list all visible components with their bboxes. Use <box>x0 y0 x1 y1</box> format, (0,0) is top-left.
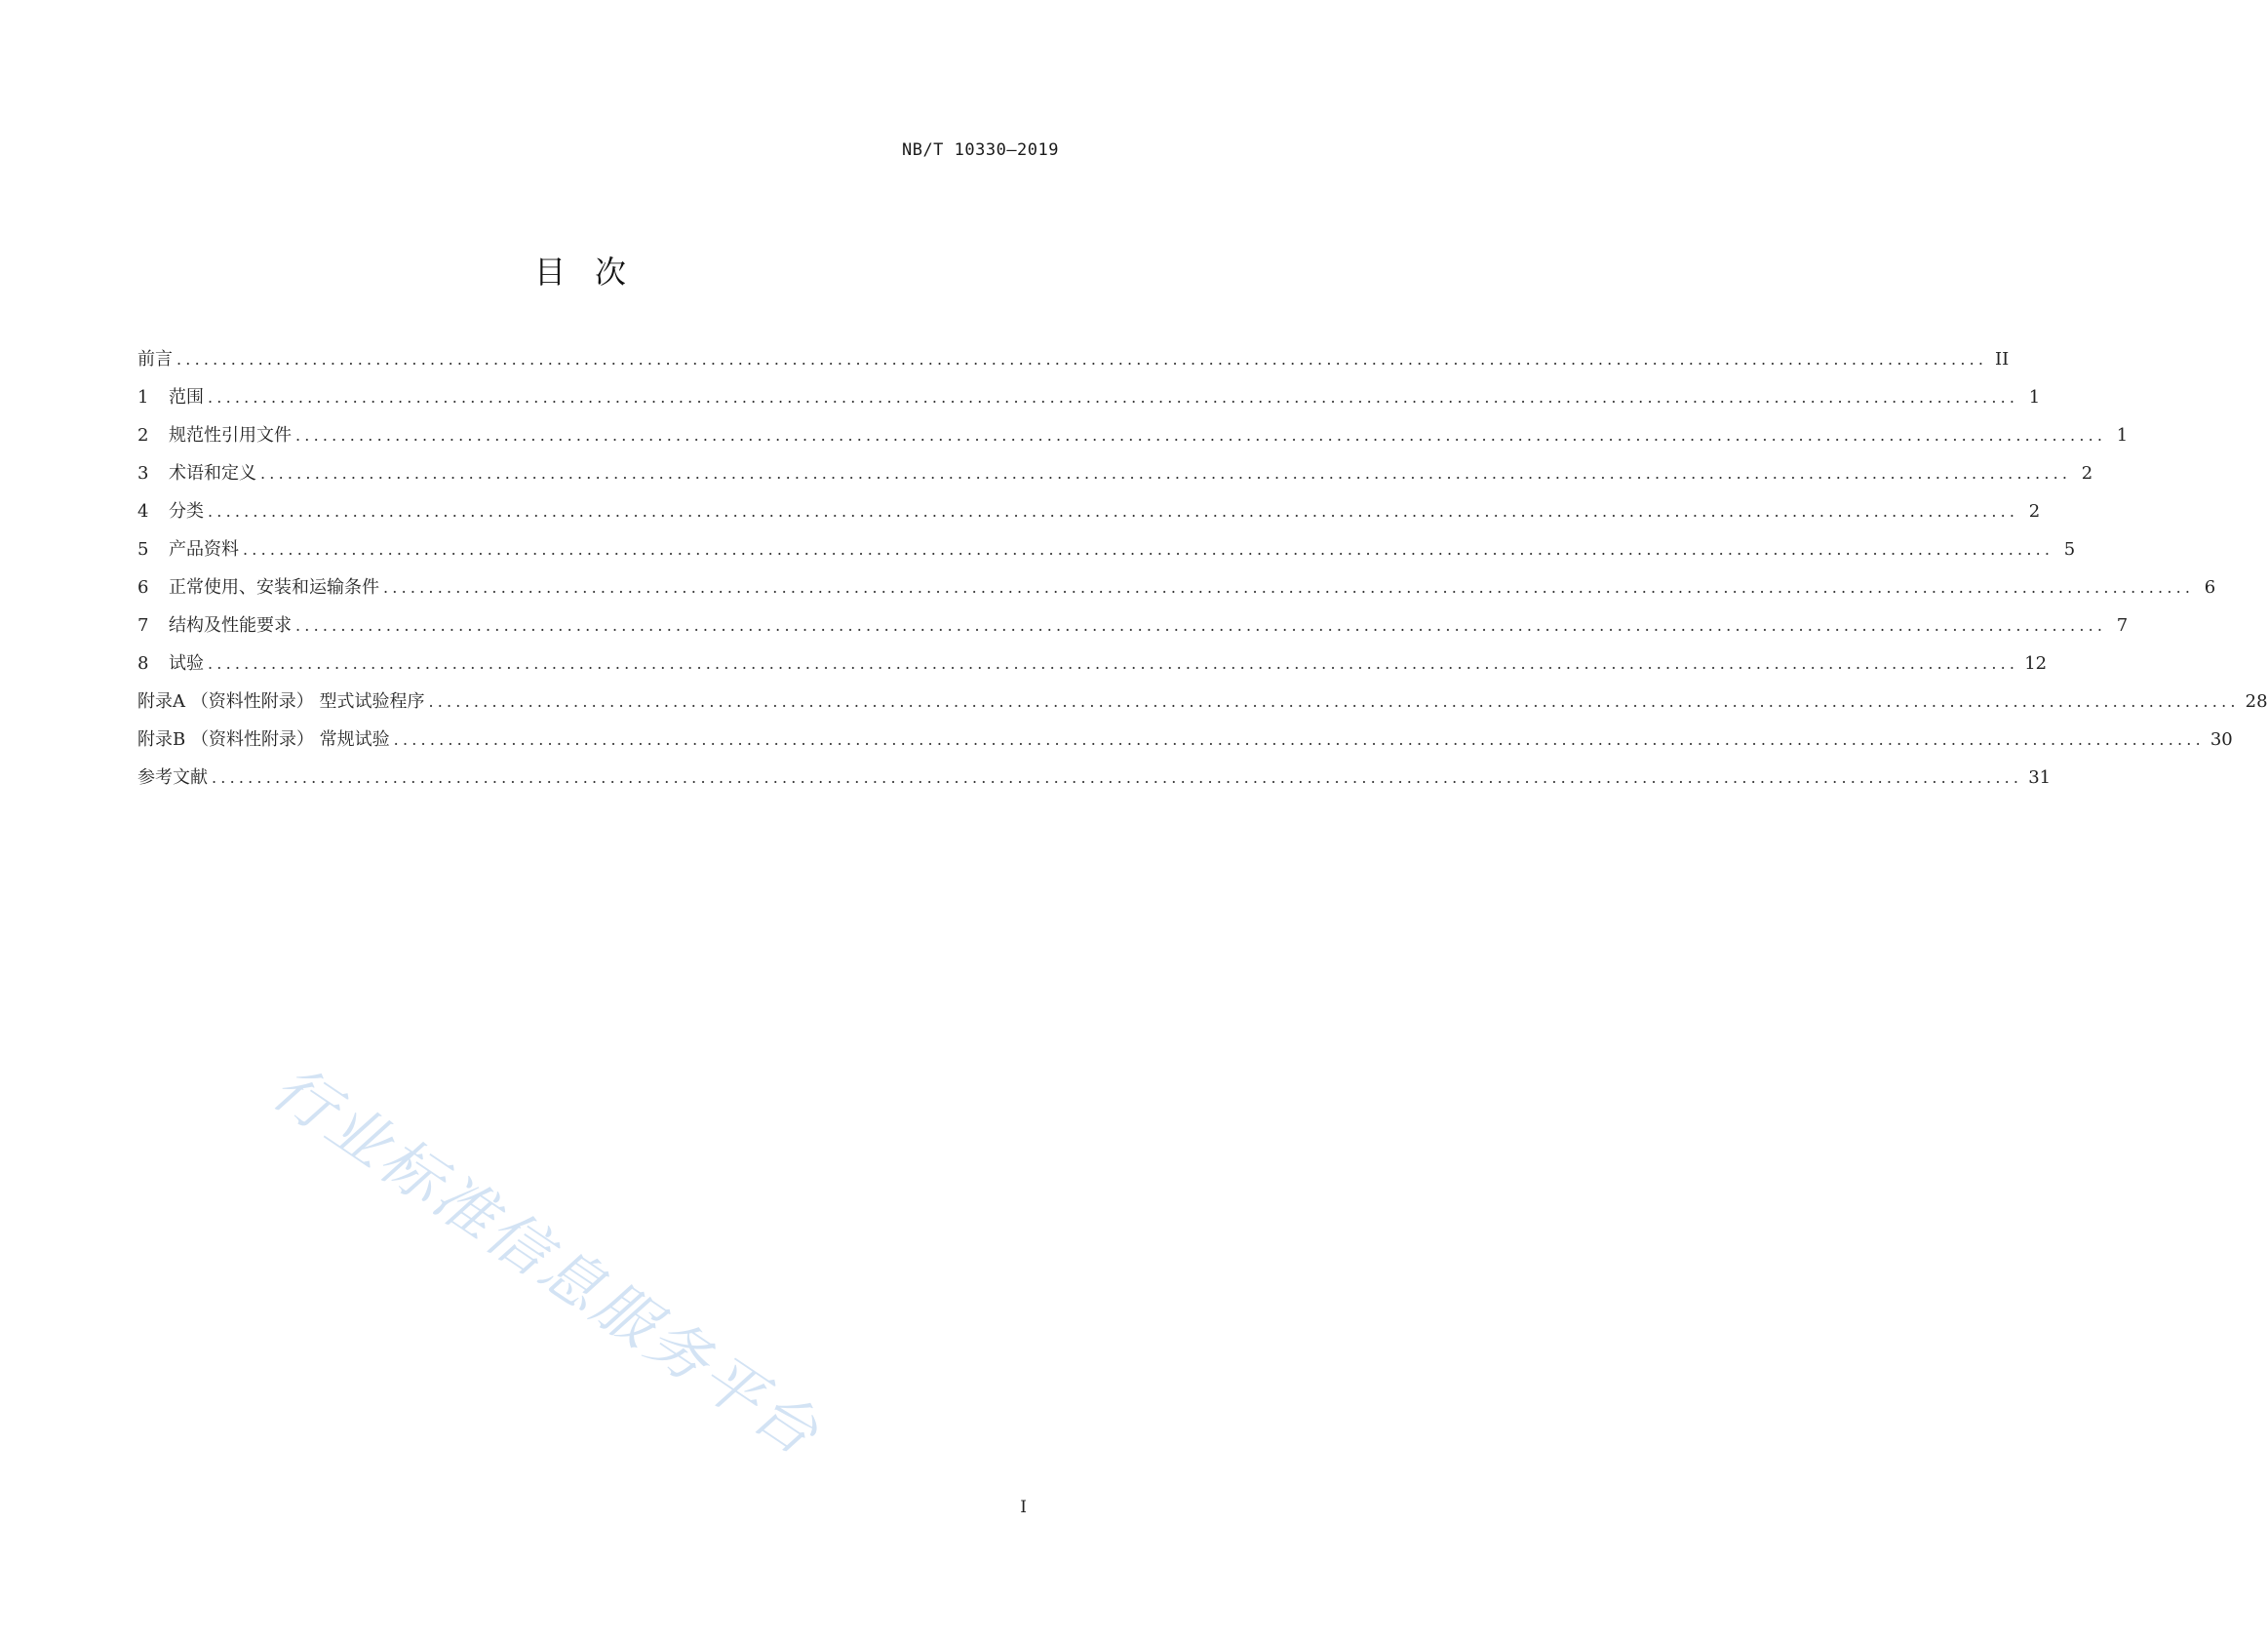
toc-item-page: II <box>1994 349 2010 370</box>
toc-item-number: 3 <box>137 463 149 484</box>
dot-leader: ........................................................................................................................................................................................................ <box>243 540 2054 559</box>
toc-item-page: 31 <box>2028 767 2052 788</box>
toc-item-page: 2 <box>2081 463 2093 484</box>
toc-item-page: 30 <box>2209 729 2233 750</box>
toc-item-page: 6 <box>2204 577 2216 598</box>
toc-item-bibliography[interactable] <box>137 763 2052 801</box>
toc-item-page: 5 <box>2063 539 2076 560</box>
toc-item-page: 1 <box>2116 425 2129 446</box>
toc-item-page: 7 <box>2116 615 2129 636</box>
toc-item-label: 分类 <box>169 501 204 522</box>
toc-item-label: 附录B （资料性附录） 常规试验 <box>137 729 390 750</box>
toc-item-label: 范围 <box>169 387 204 408</box>
document-code: NB/T 10330—2019 <box>901 140 1059 160</box>
dot-leader: ........................................................................................................................................................................................................ <box>393 730 2205 749</box>
toc-item-label: 术语和定义 <box>169 463 256 484</box>
toc-item-scope[interactable] <box>137 383 2041 421</box>
toc-item-label: 产品资料 <box>169 539 239 560</box>
toc-item-page: 2 <box>2028 501 2041 522</box>
toc-item-service-conditions[interactable] <box>137 573 2216 611</box>
dot-leader: ........................................................................................................................................................................................................ <box>208 502 2019 521</box>
toc-item-foreword[interactable] <box>137 345 2010 383</box>
toc-item-terms-definitions[interactable] <box>137 459 2093 497</box>
dot-leader: ........................................................................................................................................................................................................ <box>208 654 2019 673</box>
table-of-contents <box>137 345 2268 801</box>
toc-item-number: 7 <box>137 615 149 636</box>
dot-leader: ........................................................................................................................................................................................................ <box>383 578 2195 597</box>
toc-item-label: 规范性引用文件 <box>169 425 292 446</box>
toc-item-label: 前言 <box>137 349 173 370</box>
toc-item-page: 12 <box>2024 653 2048 674</box>
toc-item-number: 5 <box>137 539 149 560</box>
toc-item-label: 参考文献 <box>137 767 208 788</box>
toc-item-label: 试验 <box>169 653 204 674</box>
page-number: I <box>1020 1498 1027 1517</box>
dot-leader: ........................................................................................................................................................................................................ <box>208 388 2019 407</box>
toc-item-label: 结构及性能要求 <box>169 615 292 636</box>
toc-item-number: 1 <box>137 387 149 408</box>
page-title: 目次 <box>533 254 655 291</box>
toc-item-label: 附录A （资料性附录） 型式试验程序 <box>137 691 425 712</box>
toc-item-product-information[interactable] <box>137 535 2076 573</box>
toc-item-structure-performance[interactable] <box>137 611 2129 649</box>
toc-item-classification[interactable] <box>137 497 2041 535</box>
toc-item-appendix-b[interactable] <box>137 725 2233 763</box>
toc-item-page: 28 <box>2245 691 2268 712</box>
dot-leader: ........................................................................................................................................................................................................ <box>295 426 2107 445</box>
watermark: 行业标准信息服务平台 <box>259 1051 834 1470</box>
dot-leader: ........................................................................................................................................................................................................ <box>295 616 2107 635</box>
toc-item-number: 8 <box>137 653 149 674</box>
toc-item-number: 6 <box>137 577 149 598</box>
toc-item-label: 正常使用、安装和运输条件 <box>169 577 379 598</box>
toc-item-number: 4 <box>137 501 149 522</box>
dot-leader: ........................................................................................................................................................................................................ <box>260 464 2072 483</box>
toc-item-number: 2 <box>137 425 149 446</box>
toc-item-appendix-a[interactable] <box>137 687 2268 725</box>
dot-leader: ........................................................................................................................................................................................................ <box>428 692 2240 711</box>
dot-leader: ........................................................................................................................................................................................................ <box>212 768 2023 787</box>
toc-item-normative-references[interactable] <box>137 421 2129 459</box>
toc-item-page: 1 <box>2028 387 2041 408</box>
dot-leader: ........................................................................................................................................................................................................ <box>176 350 1988 369</box>
toc-item-tests[interactable] <box>137 649 2048 687</box>
